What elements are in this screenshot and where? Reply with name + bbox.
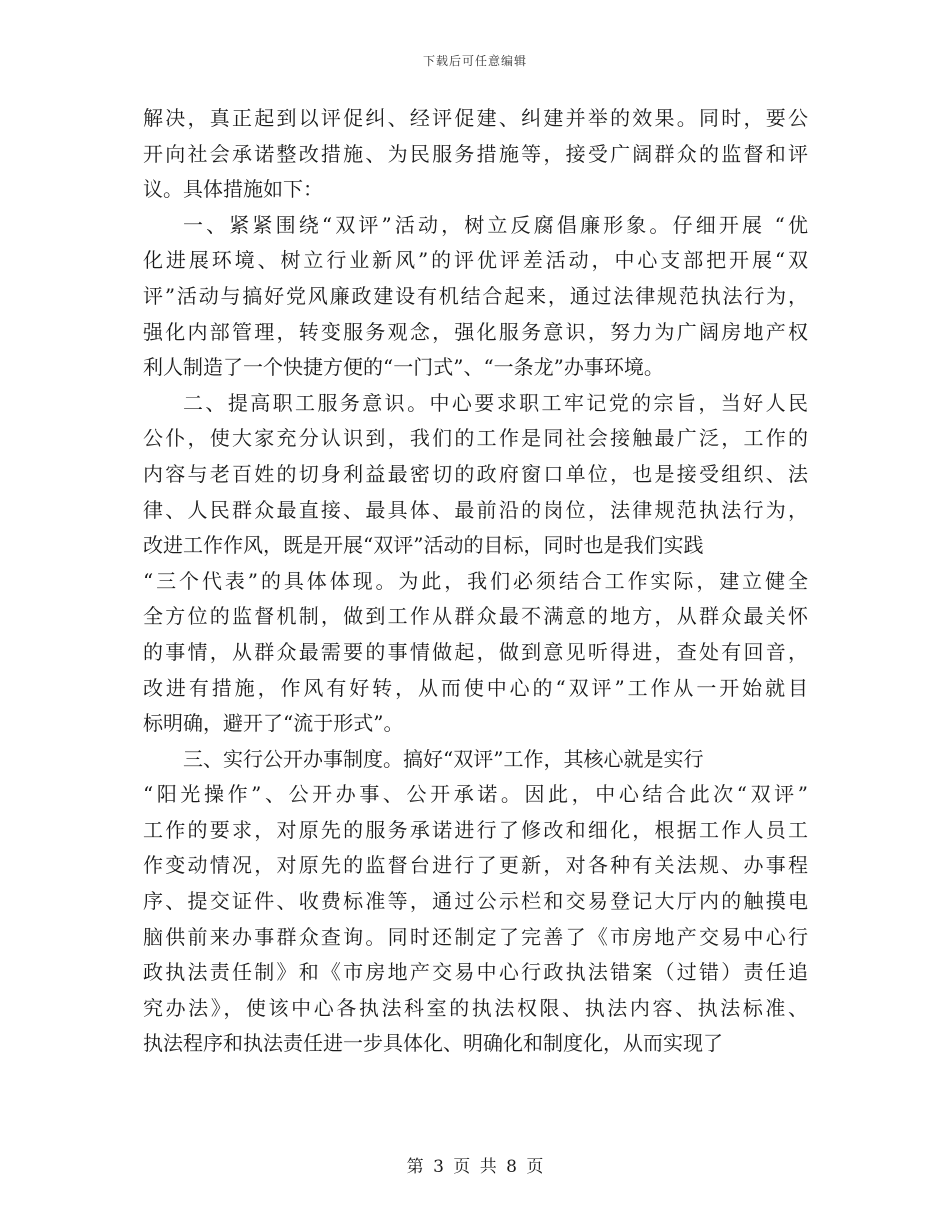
text-line: 标明确，避开了“流于形式”。 [143,711,404,736]
text-line: 化进展环境、树立行业新风”的评优评差活动，中心支部把开展“双 [143,248,808,273]
text-line: 作变动情况，对原先的监督台进行了更新，对各种有关法规、办事程 [143,853,808,878]
text-line: “阳光操作”、公开办事、公开承诺。因此，中心结合此次“双评” [143,782,808,807]
text-line: 强化内部管理，转变服务观念，强化服务意识，努力为广阔房地产权 [143,319,808,344]
text-line: 全方位的监督机制，做到工作从群众最不满意的地方，从群众最关怀 [143,604,808,629]
text-line: 执法程序和执法责任进一步具体化、明确化和制度化，从而实现了 [143,1031,723,1056]
paragraph-1-start: 一、紧紧围绕“双评”活动，树立反腐倡廉形象。仔细开展 “优 [183,212,808,237]
text-line: 工作的要求，对原先的服务承诺进行了修改和细化，根据工作人员工 [143,817,808,842]
text-line: 开向社会承诺整改措施、为民服务措施等，接受广阔群众的监督和评 [143,141,808,166]
text-line: 议。具体措施如下： [143,177,323,202]
text-line: 解决，真正起到以评促纠、经评促建、纠建并举的效果。同时，要公 [143,106,808,130]
page-number-footer: 第 3 页 共 8 页 [406,1157,544,1177]
text-line: 评”活动与搞好党风廉政建设有机结合起来，通过法律规范执法行为， [143,283,808,308]
text-line: 律、人民群众最直接、最具体、最前沿的岗位，法律规范执法行为， [143,497,808,522]
text-line: 公仆，使大家充分认识到，我们的工作是同社会接触最广泛，工作的 [143,426,808,451]
document-body [143,101,808,1062]
text-line: 的事情，从群众最需要的事情做起，做到意见听得进，查处有回音， [143,639,808,664]
paragraph-3-start: 三、实行公开办事制度。搞好“双评”工作，其核心就是实行 [183,746,704,771]
page-header: 下载后可任意编辑 [422,54,527,68]
text-line: 利人制造了一个快捷方便的“一门式”、“一条龙”办事环境。 [143,355,664,380]
paragraph-2-start: 二、提高职工服务意识。中心要求职工牢记党的宗旨，当好人民 [183,390,808,415]
text-line: 序、提交证件、收费标准等，通过公示栏和交易登记大厅内的触摸电 [143,889,808,914]
text-line: 内容与老百姓的切身利益最密切的政府窗口单位，也是接受组织、法 [143,461,808,486]
text-line: 改进工作作风，既是开展“双评”活动的目标，同时也是我们实践 [143,533,704,558]
text-line: 改进有措施，作风有好转，从而使中心的“双评”工作从一开始就目 [143,675,808,700]
text-line: 脑供前来办事群众查询。同时还制定了完善了《市房地产交易中心行 [143,924,808,949]
text-line: 究办法》，使该中心各执法科室的执法权限、执法内容、执法标准、 [143,995,808,1020]
text-line: 政执法责任制》和《市房地产交易中心行政执法错案（过错）责任追 [143,960,808,985]
text-line: “三个代表”的具体体现。为此，我们必须结合工作实际，建立健全 [143,568,808,593]
